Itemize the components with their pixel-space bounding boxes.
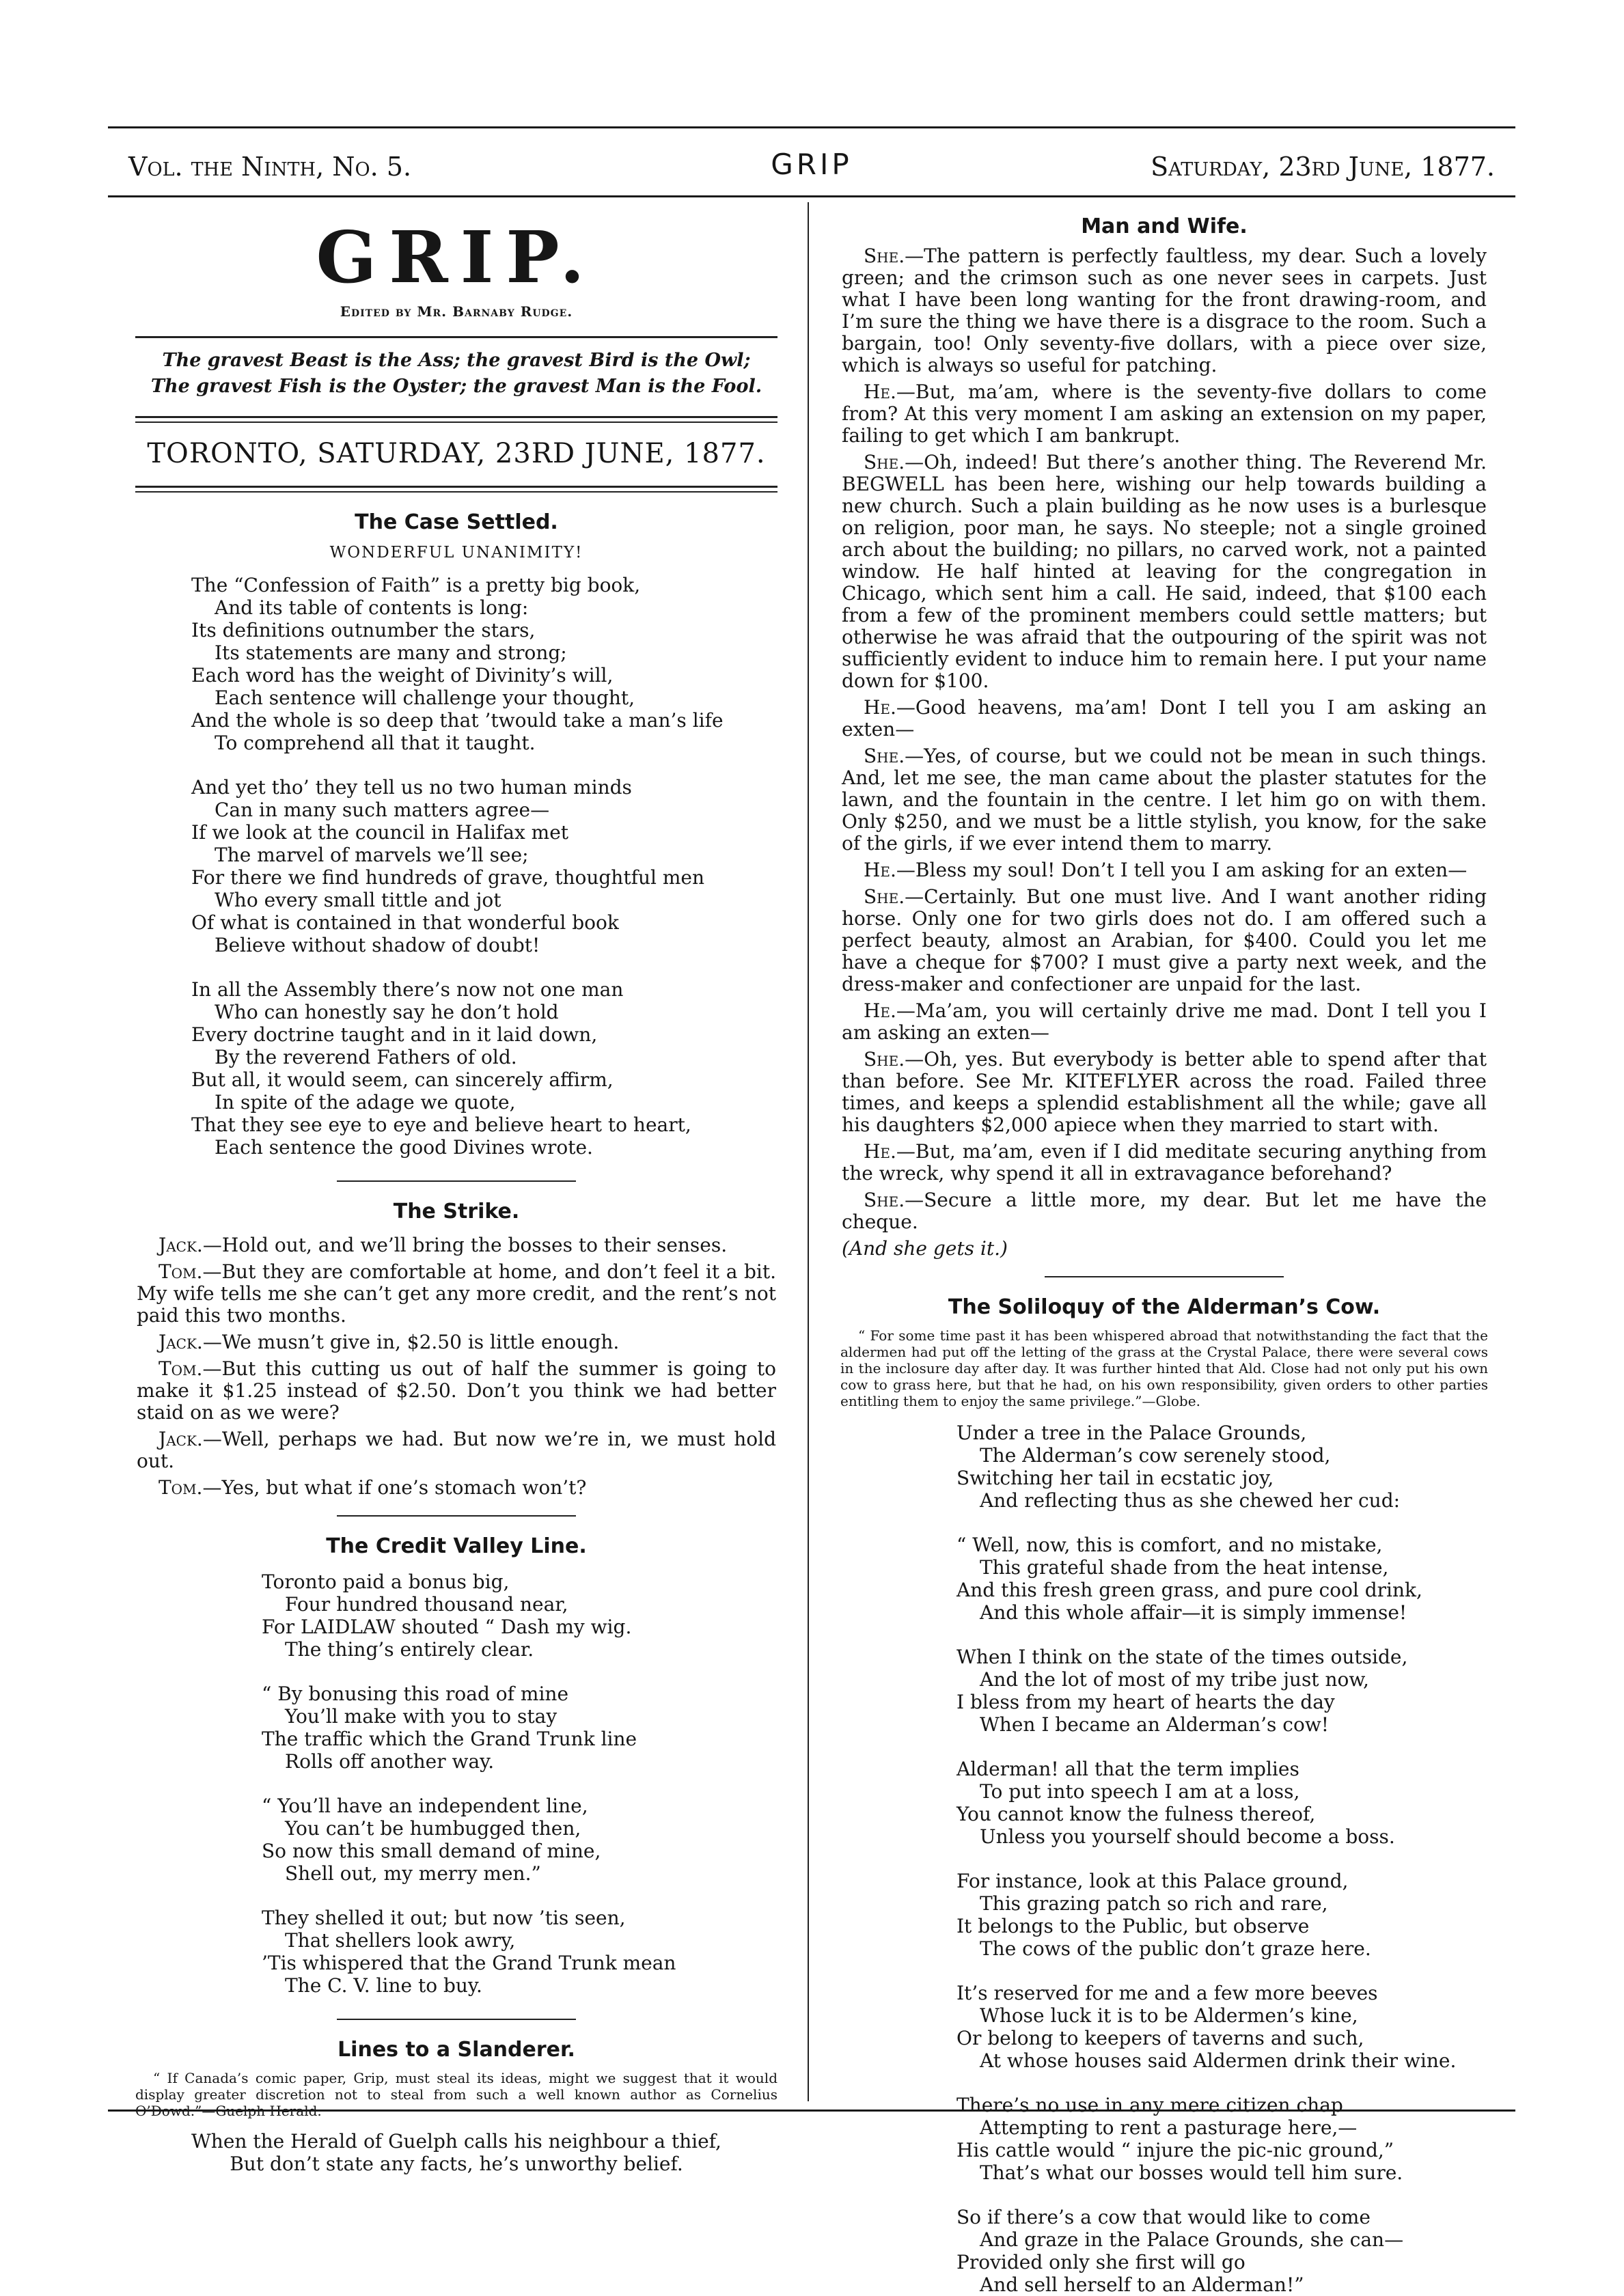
speech: —But, ma’am, even if I did meditate securing anything from the wreck, why spend it all in extravagance beforehand? (842, 1140, 1487, 1185)
speech: —The pattern is perfectly faultless, my dear. Such a lovely green; and the crimson such as one never sees in carpets. Just what I have been long wanting for the front drawing-room, and I’m sure the thing we have there is a disgrace to the room. Such a bargain, too! Only seventy-five dollars, with a piece over size, which is always so useful for patching. (842, 245, 1487, 376)
verse-line: This grateful shade from the heat intense, (980, 1556, 1389, 1579)
verse-line: When the Herald of Guelph calls his neighbour a thief, (191, 2130, 721, 2153)
verse-line: Each sentence the good Divines wrote. (215, 1136, 593, 1159)
speaker: Tom. (159, 1476, 203, 1499)
speaker: He. (864, 999, 896, 1022)
article-title: The Case Settled. (355, 510, 558, 534)
article-title: The Soliloquy of the Alderman’s Cow. (948, 1295, 1381, 1319)
article-title: Man and Wife. (1081, 215, 1248, 238)
speech: —Yes, of course, but we could not be mean in such things. And, let me see, the man came about the plaster statutes for the lawn, and the fountain in the centre. I let him go on with them. Only $250, and we must be a little stylish, you know, for the sake of the girls, if we ever intend them to marry. (842, 745, 1487, 855)
speech: —Good heavens, ma’am! Dont I tell you I am asking an exten— (842, 696, 1487, 741)
verse-line: This grazing patch so rich and rare, (980, 1892, 1328, 1915)
verse-line: Its statements are many and strong; (215, 641, 567, 664)
verse-line: Can in many such matters agree— (215, 799, 550, 821)
verse-line: In all the Assembly there’s now not one man (191, 978, 624, 1001)
header-date: Saturday, 23rd June, 1877. (1151, 152, 1495, 182)
editor-credit: Edited by Mr. Barnaby Rudge. (340, 303, 573, 320)
verse-line: Believe without shadow of doubt! (215, 934, 540, 956)
article-title: The Strike. (393, 1200, 520, 1223)
speech: —Yes, but what if one’s stomach won’t? (202, 1476, 587, 1499)
verse-line: Alderman! all that the term implies (956, 1758, 1299, 1780)
verse-line: For instance, look at this Palace ground, (956, 1870, 1349, 1892)
verse-line: It’s reserved for me and a few more beeves (956, 1982, 1378, 2004)
speech: —Well, perhaps we had. But now we’re in, we must hold out. (137, 1428, 776, 1472)
stanza (262, 1683, 805, 1773)
stanza (191, 978, 805, 1159)
speaker: He. (864, 1140, 896, 1163)
verse-line: And yet tho’ they tell us no two human minds (191, 776, 632, 799)
verse-line: Unless you yourself should become a boss. (980, 1825, 1395, 1848)
dialogue-line (842, 745, 1487, 855)
verse-line: The cows of the public don’t graze here. (980, 1937, 1371, 1960)
verse-line: When I think on the state of the times outside, (956, 1646, 1408, 1668)
poem-cow (813, 1422, 1515, 2296)
speaker: She. (864, 1048, 905, 1070)
speech: —But they are comfortable at home, and don’t feel it a bit. My wife tells me she can’t get any more credit, and the rent’s not paid this two months. (137, 1260, 776, 1327)
verse-line: But don’t state any facts, he’s unworthy belief. (230, 2153, 683, 2175)
header-title: GRIP (771, 148, 853, 181)
stanza (262, 1571, 805, 1661)
speaker: She. (864, 451, 905, 473)
speech: —Hold out, and we’ll bring the bosses to their senses. (202, 1234, 728, 1256)
speech: —Ma’am, you will certainly drive me mad. Dont I tell you I am asking an exten— (842, 999, 1487, 1044)
verse-line: They shelled it out; but now ’tis seen, (262, 1907, 626, 1929)
stanza (956, 1422, 1515, 1512)
volume-number: Vol. the Ninth, No. 5. (128, 152, 412, 182)
verse-line: Each sentence will challenge your thought, (215, 687, 635, 709)
speaker: He. (864, 696, 896, 719)
verse-line: That’s what our bosses would tell him sure. (980, 2161, 1403, 2184)
dialogue-line (842, 452, 1487, 692)
dialogue-line (137, 1477, 776, 1499)
poem-case-settled (108, 574, 805, 1159)
verse-line: “ You’ll have an independent line, (262, 1795, 588, 1817)
stanza (956, 1534, 1515, 1624)
verse-line: “ Well, now, this is comfort, and no mistake, (956, 1534, 1383, 1556)
dialogue-line (137, 1331, 776, 1353)
speaker: Tom. (159, 1260, 203, 1283)
verse-line: Who every small tittle and jot (215, 889, 501, 911)
dateline-rule (135, 486, 777, 488)
page-frame (108, 126, 1515, 2296)
section-rule (1045, 1276, 1284, 1277)
stanza (956, 1870, 1515, 1960)
verse-line: His cattle would “ injure the pic-nic ground,” (956, 2139, 1394, 2161)
speaker: Tom. (159, 1357, 203, 1380)
dialogue-line (842, 697, 1487, 741)
speaker: He. (864, 859, 896, 881)
verse-line: ’Tis whispered that the Grand Trunk mean (262, 1952, 676, 1974)
speech: —Oh, indeed! But there’s another thing. The Reverend Mr. BEGWELL has been here, wishing our help towards building a new church. Such a plain building as he now uses is a burlesque on religion, poor man, he says. No steeple; not a single groined arch about the building; no pillars, no carved work, not a painted window. He half hinted at leaving for the congregation in Chicago, which sent him a call. He said, indeed, that $100 each from a few of the prominent members could settle matters; but otherwise he was afraid that the outpouring of the spirit was not sufficiently evident to induce him to remain here. I put your name down for $100. (842, 451, 1487, 692)
stanza (956, 1758, 1515, 1848)
left-column (108, 202, 805, 2175)
verse-line: If we look at the council in Halifax met (191, 821, 569, 844)
verse-line: Each word has the weight of Divinity’s will, (191, 664, 614, 687)
dialogue-line (842, 1000, 1487, 1044)
speaker: She. (864, 745, 905, 767)
speech: —Certainly. But one must live. And I want another riding horse. Only one for two girls does not do. I am offered such a perfect beauty, almost an Arabian, for $400. Could you let me have a cheque for $700? I must give a party next week, and the dress-maker and confectioner are unpaid for the last. (842, 885, 1487, 995)
stanza (956, 1982, 1515, 2072)
dialogue-line (137, 1428, 776, 1472)
speech: —Secure a little more, my dear. But let me have the cheque. (842, 1189, 1487, 1233)
verse-line: And the whole is so deep that ’twould take a man’s life (191, 709, 724, 732)
verse-line: Under a tree in the Palace Grounds, (956, 1422, 1307, 1444)
verse-line: The “Confession of Faith” is a pretty big book, (191, 574, 641, 596)
verse-line: The marvel of marvels we’ll see; (215, 844, 529, 866)
motto-line-2: The gravest Fish is the Oyster; the gravest Man is the Fool. (150, 376, 762, 397)
verse-line: Who can honestly say he don’t hold (215, 1001, 559, 1023)
verse-line: You’ll make with you to stay (285, 1705, 558, 1728)
verse-line: “ By bonusing this road of mine (262, 1683, 569, 1705)
verse-line: So now this small demand of mine, (262, 1840, 601, 1862)
verse-line: That shellers look awry, (285, 1929, 516, 1952)
verse-line: Provided only she first will go (956, 2251, 1245, 2273)
verse-line: When I became an Alderman’s cow! (980, 1713, 1330, 1736)
speaker: Jack. (159, 1428, 203, 1450)
stage-direction: (And she gets it.) (842, 1237, 1008, 1260)
verse-line: For LAIDLAW shouted “ Dash my wig. (262, 1616, 632, 1638)
dialogue-line (842, 1049, 1487, 1136)
verse-line: Attempting to rent a pasturage here,— (980, 2116, 1358, 2139)
verse-line: Rolls off another way. (285, 1750, 495, 1773)
verse-line: At whose houses said Aldermen drink their wine. (980, 2049, 1457, 2072)
verse-line: The traffic which the Grand Trunk line (262, 1728, 637, 1750)
verse-line: Of what is contained in that wonderful book (191, 911, 619, 934)
verse-line: There’s no use in any mere citizen chap (956, 2094, 1343, 2116)
verse-line: Switching her tail in ecstatic joy, (956, 1467, 1274, 1489)
verse-line: The Alderman’s cow serenely stood, (980, 1444, 1331, 1467)
speech: —But, ma’am, where is the seventy-five dollars to come from? At this very moment I am asking an extension on my paper, failing to get which I am bankrupt. (842, 381, 1487, 447)
dateline-rule-thin (135, 491, 777, 493)
dialogue-line (842, 381, 1487, 447)
speech: —Bless my soul! Don’t I tell you I am asking for an exten— (896, 859, 1468, 881)
verse-line: By the reverend Fathers of old. (215, 1046, 517, 1068)
poem-credit-valley (108, 1571, 805, 1997)
article-title: The Credit Valley Line. (326, 1534, 587, 1558)
speaker: She. (864, 885, 905, 908)
verse-line: And the lot of most of my tribe just now, (980, 1668, 1369, 1691)
stanza (191, 574, 805, 754)
article-subtitle: WONDERFUL UNANIMITY! (329, 544, 583, 562)
speech: —Oh, yes. But everybody is better able to spend after that than before. See Mr. KITEFLYER across the road. Failed three times, and keeps a splendid establishment all the while; gave all his daughters $2,000 apiece when they married to start with. (842, 1048, 1487, 1136)
epigraph: “ If Canada’s comic paper, Grip, must steal its ideas, might we suggest that it would display greater discretion not to steal from such a well known author as Cornelius O’Dowd.”—Guelph Herald. (135, 2070, 777, 2119)
article-title: Lines to a Slanderer. (338, 2038, 575, 2062)
dialogue-line (842, 886, 1487, 995)
verse-line: You can’t be humbugged then, (285, 1817, 581, 1840)
dialogue-line (842, 859, 1487, 881)
running-header (108, 139, 1515, 191)
verse-line: The C. V. line to buy. (285, 1974, 482, 1997)
stanza (956, 2206, 1515, 2296)
verse-line: And this whole affair—it is simply immense! (980, 1601, 1407, 1624)
motto-line-1: The gravest Beast is the Ass; the gravest Bird is the Owl; (162, 350, 751, 371)
epigraph: “ For some time past it has been whispered abroad that notwithstanding the fact that the aldermen had put off the letting of the grass at the Crystal Palace, there were several cows in the inclosure day after day. It was further hinted that Ald. Close had not only put his own cow to grass here, but that he had, on his own responsibility, given orders to other parties entitling them to enjoy the same privilege.”—Globe. (840, 1327, 1488, 1409)
masthead-rule (135, 336, 777, 338)
speaker: Jack. (159, 1331, 203, 1353)
column-divider (808, 202, 809, 2101)
masthead-logo: GRIP. (316, 215, 597, 299)
section-rule (337, 1515, 576, 1517)
verse-line: Its definitions outnumber the stars, (191, 619, 536, 641)
stanza (191, 776, 805, 956)
dialogue-line (137, 1234, 776, 1256)
verse-line: It belongs to the Public, but observe (956, 1915, 1310, 1937)
motto (108, 348, 805, 400)
stanza (956, 1646, 1515, 1736)
verse-line: And its table of contents is long: (215, 596, 529, 619)
verse-line: To put into speech I am at a loss, (980, 1780, 1300, 1803)
speaker: Jack. (159, 1234, 203, 1256)
dialogue-strike (137, 1234, 776, 1499)
right-column (813, 202, 1515, 2296)
verse-line: You cannot know the fulness thereof, (956, 1803, 1316, 1825)
verse-line: And reflecting thus as she chewed her cud: (980, 1489, 1401, 1512)
dateline: TORONTO, SATURDAY, 23RD JUNE, 1877. (147, 438, 766, 469)
section-rule (337, 2019, 576, 2020)
verse-line: Or belong to keepers of taverns and such, (956, 2027, 1364, 2049)
dialogue-line (842, 245, 1487, 376)
verse-line: To comprehend all that it taught. (215, 732, 536, 754)
dialogue-line (842, 1141, 1487, 1185)
verse-line: So if there’s a cow that would like to come (956, 2206, 1371, 2228)
stanza (262, 1795, 805, 1885)
dialogue-line (842, 1189, 1487, 1233)
verse-line: Shell out, my merry men.” (285, 1862, 541, 1885)
verse-line: Four hundred thousand near, (285, 1593, 568, 1616)
verse-line: Whose luck it is to be Aldermen’s kine, (980, 2004, 1358, 2027)
stanza (262, 1907, 805, 1997)
verse-line: Toronto paid a bonus big, (262, 1571, 510, 1593)
dialogue-man-wife (842, 245, 1487, 1260)
dialogue-line (137, 1261, 776, 1327)
speaker: She. (864, 245, 905, 267)
verse-line: For there we find hundreds of grave, thoughtful men (191, 866, 704, 889)
speech: —But this cutting us out of half the summer is going to make it $1.25 instead of $2.50. Don’t you think we had better staid on as we were? (137, 1357, 776, 1424)
verse-line: And sell herself to an Alderman!” (980, 2273, 1304, 2296)
verse-line: The thing’s entirely clear. (285, 1638, 534, 1661)
verse-line: And this fresh green grass, and pure cool drink, (956, 1579, 1422, 1601)
verse-line: Every doctrine taught and in it laid down, (191, 1023, 598, 1046)
motto-rule (135, 416, 777, 418)
speech: —We musn’t give in, $2.50 is little enough. (202, 1331, 620, 1353)
dialogue-line (137, 1358, 776, 1424)
verse-line: In spite of the adage we quote, (215, 1091, 516, 1114)
verse-line: But all, it would seem, can sincerely affirm, (191, 1068, 614, 1091)
verse-line: And graze in the Palace Grounds, she can— (980, 2228, 1404, 2251)
verse-line: That they see eye to eye and believe heart to heart, (191, 1114, 691, 1136)
speaker: He. (864, 381, 896, 403)
speaker: She. (864, 1189, 905, 1211)
section-rule (337, 1180, 576, 1182)
header-rule (108, 195, 1515, 197)
stanza (956, 2094, 1515, 2184)
couplet (108, 2130, 805, 2175)
motto-rule-thin (135, 421, 777, 423)
verse-line: I bless from my heart of hearts the day (956, 1691, 1335, 1713)
